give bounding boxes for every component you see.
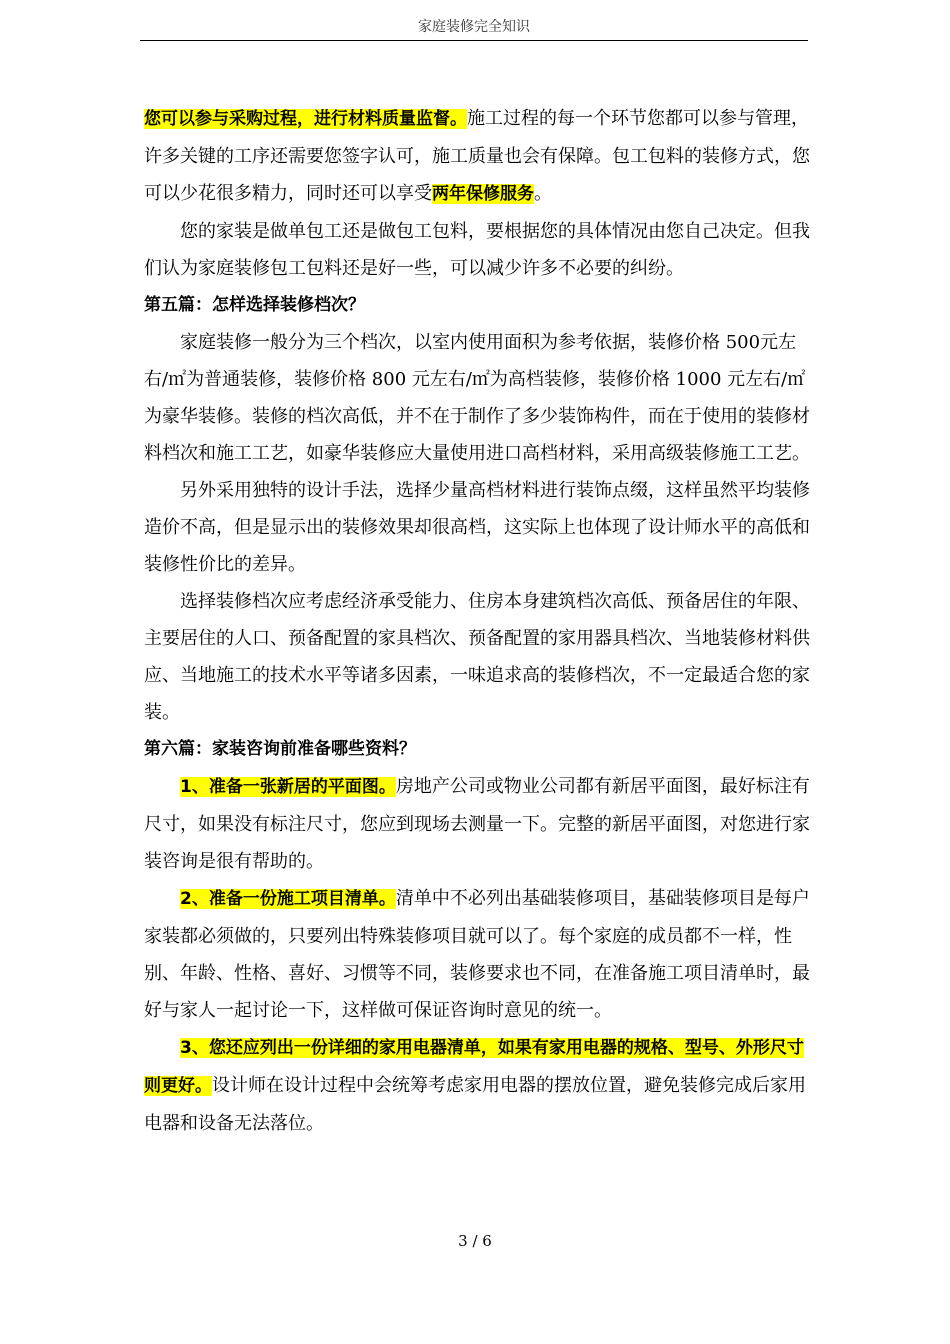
item-1-highlight: 1、准备一张新居的平面图。 xyxy=(180,777,396,797)
highlight-purchase-supervision: 您可以参与采购过程，进行材料质量监督。 xyxy=(144,109,467,129)
highlight-warranty: 两年保修服务 xyxy=(432,184,534,204)
paragraph-decision: 您的家装是做单包工还是做包工包料，要根据您的具体情况由您自己决定。但我们认为家庭装修包工包料还是好一些，可以减少许多不必要的纠纷。 xyxy=(144,221,810,279)
item-1-text: 房地产公司或物业公司都有新居平面图，最好标注有尺寸，如果没有标注尺寸，您应到现场去测量一下。完整的新居平面图，对您进行家装咨询是很有帮助的。 xyxy=(144,776,810,872)
item-2-text: 清单中不必列出基础装修项目，基础装修项目是每户家装都必须做的，只要列出特殊装修项目就可以了。每个家庭的成员都不一样，性别、年龄、性格、喜好、习惯等不同，装修要求也不同，在准备施工项目清单时，最好与家人一起讨论一下，这样做可保证咨询时意见的统一。 xyxy=(144,888,810,1021)
section-5-title: 第五篇：怎样选择装修档次？ xyxy=(144,295,365,315)
item-2-highlight: 2、准备一份施工项目清单。 xyxy=(180,889,396,909)
paragraph-text: 施工过程的每一个环节您都可以参与管理，许多关键的工序还需要您签字认可，施工质量也会有保障。包工包料的装修方式，您可以少花很多精力，同时还可以享受 xyxy=(144,108,810,204)
item-3-highlight: 3、您还应列出一份详细的家用电器清单，如果有家用电器的规格、型号、外形尺寸则更好。 xyxy=(144,1038,804,1096)
item-3-text: 设计师在设计过程中会统筹考虑家用电器的摆放位置，避免装修完成后家用电器和设备无法落位。 xyxy=(144,1075,806,1134)
document-body xyxy=(144,100,810,1142)
section-5-paragraph-1: 家庭装修一般分为三个档次，以室内使用面积为参考依据，装修价格 500元左右/㎡为普通装修，装修价格 800 元左右/㎡为高档装修，装修价格 1000 元左右/㎡为豪华装修。装修的档次高低，并不在于制作了多少装饰构件，而在于使用的装修材料档次和施工工艺，如豪华装修应大量使用进口高档材料，采用高级装修施工工艺。 xyxy=(144,332,810,464)
section-6-title: 第六篇：家装咨询前准备哪些资料？ xyxy=(144,739,416,759)
page-number: 3 / 6 xyxy=(458,1232,492,1250)
section-6-item-2 xyxy=(144,880,810,1029)
page-footer xyxy=(0,1232,950,1250)
section-6-item-3 xyxy=(144,1029,810,1142)
page-header xyxy=(140,14,808,41)
section-5-paragraph-2: 另外采用独特的设计手法，选择少量高档材料进行装饰点缀，这样虽然平均装修造价不高，但是显示出的装修效果却很高档，这实际上也体现了设计师水平的高低和装修性价比的差异。 xyxy=(144,480,810,575)
paragraph-purchase-supervision xyxy=(144,100,810,213)
section-6-item-1 xyxy=(144,768,810,880)
header-title: 家庭装修完全知识 xyxy=(418,19,530,35)
section-5-paragraph-3: 选择装修档次应考虑经济承受能力、住房本身建筑档次高低、预备居住的年限、主要居住的人口、预备配置的家具档次、预备配置的家用器具档次、当地装修材料供应、当地施工的技术水平等诸多因素，一味追求高的装修档次，不一定最适合您的家装。 xyxy=(144,591,810,723)
paragraph-text-end: 。 xyxy=(534,183,552,204)
